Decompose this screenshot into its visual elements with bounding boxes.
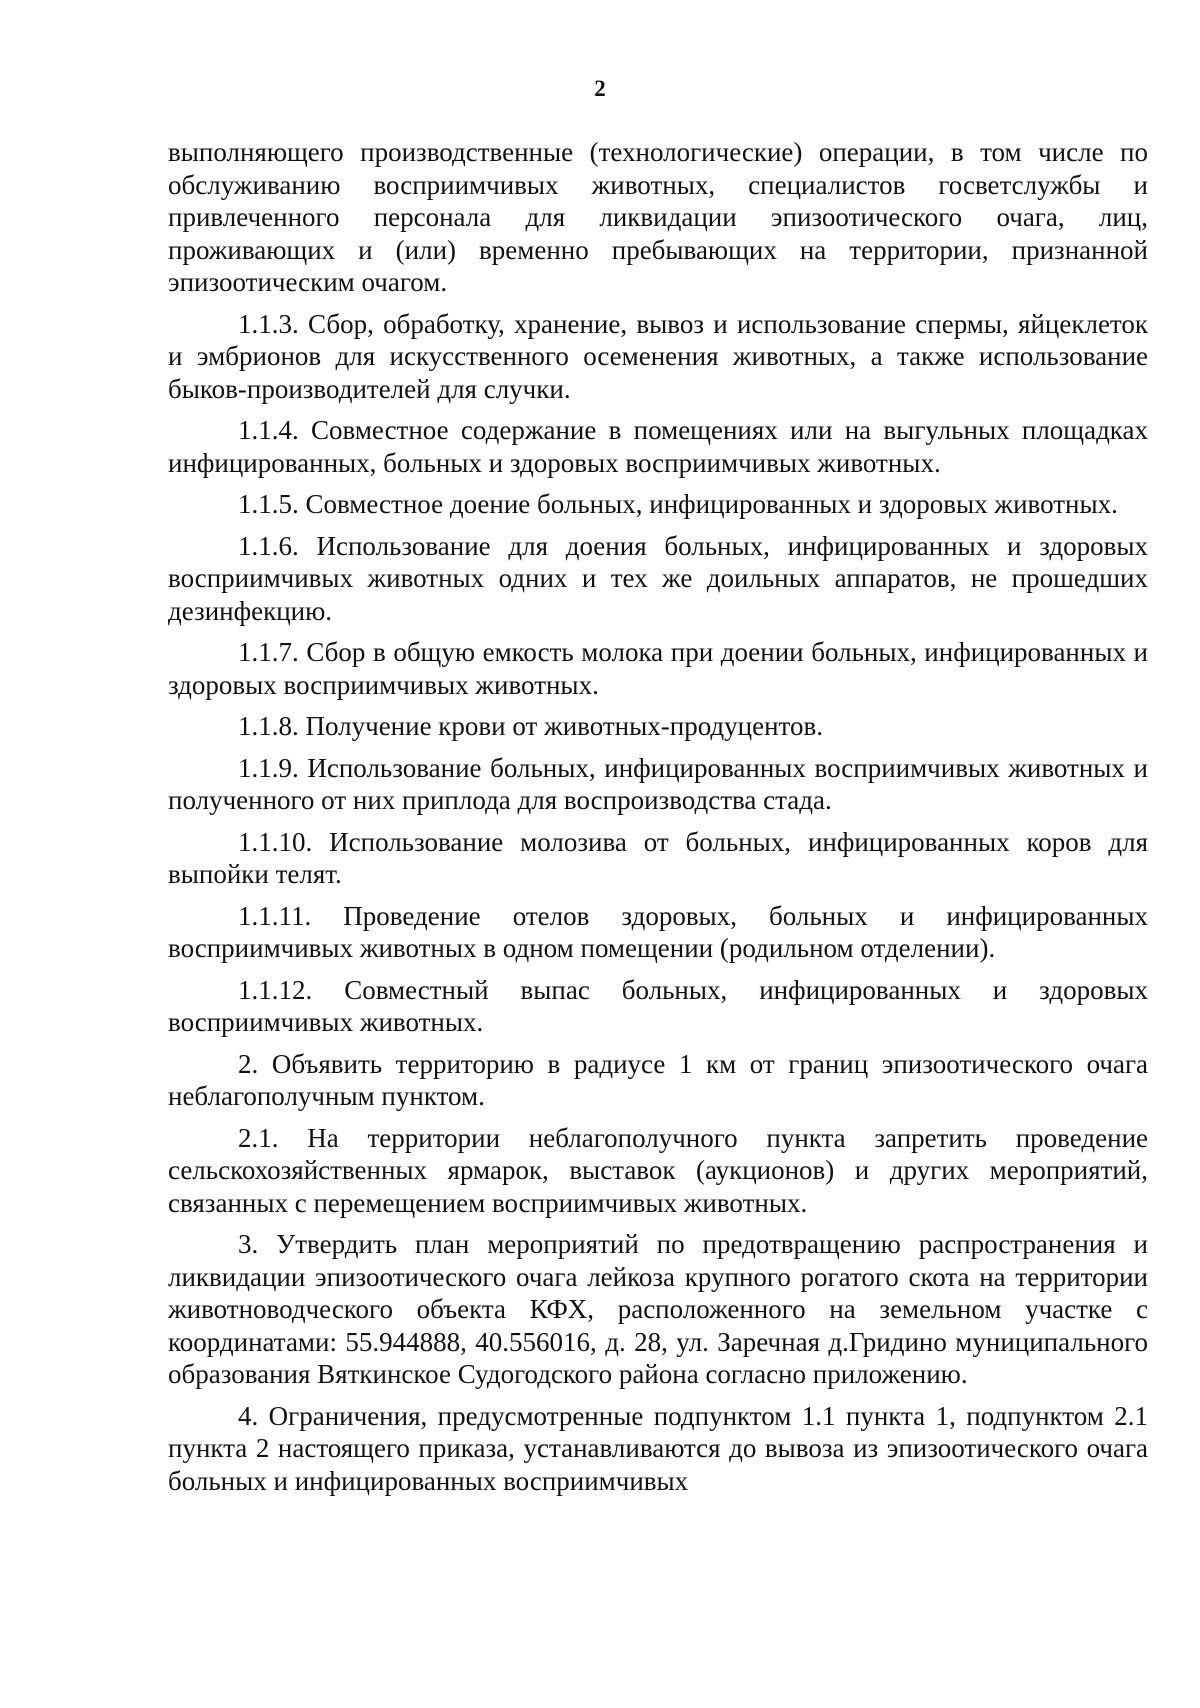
paragraph-1-1-12: 1.1.12. Совместный выпас больных, инфицированных и здоровых восприимчивых животных. — [168, 974, 1148, 1037]
paragraph-2: 2. Объявить территорию в радиусе 1 км от границ эпизоотического очага неблагополучным пунктом. — [168, 1048, 1148, 1111]
paragraph-continuation: выполняющего производственные (технологические) операции, в том числе по обслуживанию восприимчивых животных, специалистов госветслужбы и привлеченного персонала для ликвидации эпизоотического очага, лиц, проживающих и (или) временно пребывающих на территории, признанной эпизоотическим очагом. — [168, 137, 1148, 297]
paragraph-1-1-10: 1.1.10. Использование молозива от больных, инфицированных коров для выпойки телят. — [168, 826, 1148, 889]
paragraph-2-1: 2.1. На территории неблагополучного пункта запретить проведение сельскохозяйственных ярмарок, выставок (аукционов) и других мероприятий, связанных с перемещением восприимчивых животных. — [168, 1122, 1148, 1218]
paragraph-1-1-5: 1.1.5. Совместное доение больных, инфицированных и здоровых животных. — [238, 489, 1118, 519]
page-number: 2 — [594, 76, 606, 101]
paragraph-1-1-7: 1.1.7. Сбор в общую емкость молока при доении больных, инфицированных и здоровых восприимчивых животных. — [168, 637, 1148, 700]
paragraph-1-1-11: 1.1.11. Проведение отелов здоровых, больных и инфицированных восприимчивых животных в одном помещении (родильном отделении). — [168, 900, 1148, 963]
paragraph-1-1-9: 1.1.9. Использование больных, инфицированных восприимчивых животных и полученного от них приплода для воспроизводства стада. — [168, 752, 1148, 815]
paragraph-4: 4. Ограничения, предусмотренные подпунктом 1.1 пункта 1, подпунктом 2.1 пункта 2 настоящего приказа, устанавливаются до вывоза из эпизоотического очага больных и инфицированных восприимчивых — [168, 1400, 1148, 1496]
paragraph-1-1-4: 1.1.4. Совместное содержание в помещениях или на выгульных площадках инфицированных, больных и здоровых восприимчивых животных. — [168, 415, 1148, 478]
document-body — [168, 136, 1148, 1497]
paragraph-3: 3. Утвердить план мероприятий по предотвращению распространения и ликвидации эпизоотического очага лейкоза крупного рогатого скота на территории животноводческого объекта КФХ, расположенного на земельном участке с координатами: 55.944888, 40.556016, д. 28, ул. Заречная д.Гридино муниципального образования Вяткинское Судогодского района согласно приложению. — [168, 1229, 1148, 1389]
paragraph-1-1-6: 1.1.6. Использование для доения больных, инфицированных и здоровых восприимчивых животных одних и тех же доильных аппаратов, не прошедших дезинфекцию. — [168, 530, 1148, 626]
paragraph-1-1-8: 1.1.8. Получение крови от животных-продуцентов. — [238, 711, 823, 741]
paragraph-1-1-3: 1.1.3. Сбор, обработку, хранение, вывоз и использование спермы, яйцеклеток и эмбрионов для искусственного осеменения животных, а также использование быков-производителей для случки. — [168, 308, 1148, 404]
